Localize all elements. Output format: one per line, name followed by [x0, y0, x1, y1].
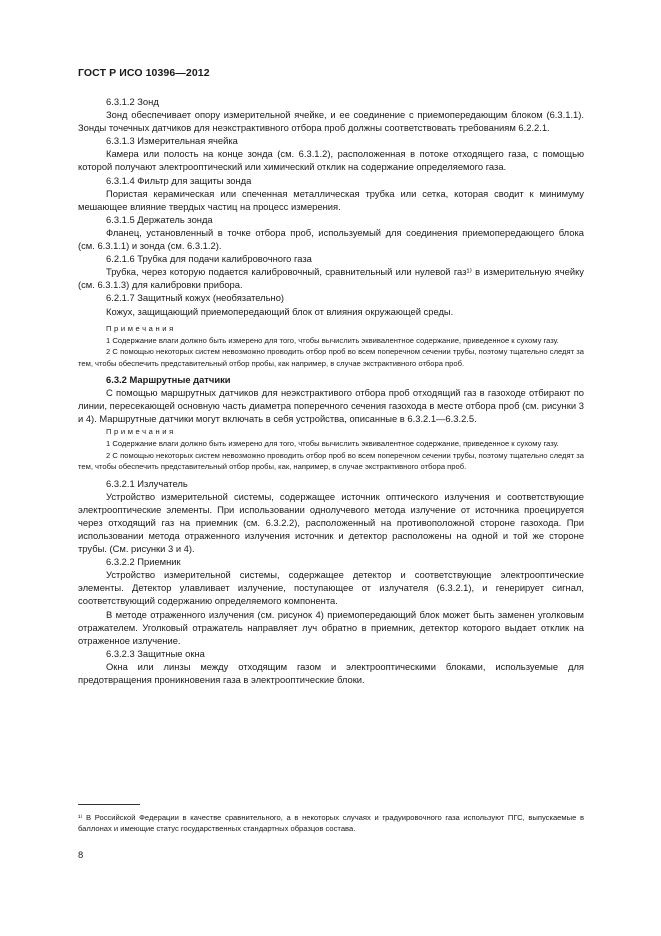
section-heading: 6.3.1.2 Зонд [106, 96, 159, 107]
note-item: 2 С помощью некоторых систем невозможно проводить отбор проб во всем поперечном сечении трубы, поэтому тщательно следят за тем, чтобы обеспечить представительный отбор пробы, как например, в случае экстрактивного отбора проб. [78, 347, 584, 368]
paragraph: Трубка, через которую подается калибровочный, сравнительный или нулевой газ¹⁾ в измерительную ячейку (см. 6.3.1.3) для калибровки прибора. [78, 266, 584, 291]
note-item: 1 Содержание влаги должно быть измерено для того, чтобы вычислить эквивалентное содержание, приведенное к сухому газу. [106, 439, 559, 449]
paragraph: С помощью маршрутных датчиков для неэкстрактивого отбора проб отходящий газ в газоходе отбирают по линии, пересекающей основную часть диаметра поперечного сечения газохода в месте отбора проб (см. рисунки 3 и 4). Маршрутные датчики могут включать в себя устройства, описанные в 6.3.2.1—6.3.2.5. [78, 387, 584, 425]
paragraph: В методе отраженного излучения (см. рисунок 4) приемопередающий блок может быть заменен уголковым отражателем. Уголковый отражатель направляет луч обратно в приемник, детектор которого выдает отклик на отраженное излучение. [78, 608, 584, 646]
paragraph: Кожух, защищающий приемопередающий блок от влияния окружающей среды. [106, 305, 454, 317]
document-body [78, 95, 584, 686]
notes-title: Примечания [106, 427, 176, 437]
notes-title: Примечания [106, 323, 176, 333]
section-heading: 6.3.2.3 Защитные окна [106, 647, 205, 659]
section-heading: 6.3.2 Маршрутные датчики [106, 373, 231, 385]
footnote: ¹⁾ В Российской Федерации в качестве сравнительного, а в некоторых случаях и градуировочного газа используют ПГС, выпускаемые в баллонах и имеющие статус государственных стандартных образцов состава. [78, 813, 584, 834]
paragraph: Фланец, установленный в точке отбора проб, используемый для соединения приемопередающего блока (см. 6.3.1.1) и зонда (см. 6.3.1.2). [78, 226, 584, 252]
section-heading: 6.2.1.6 Трубка для подачи калибровочного газа [106, 253, 312, 265]
paragraph: Зонд обеспечивает опору измерительной ячейке, и ее соединение с приемопередающим блоком (6.3.1.1). Зонды точечных датчиков для неэкстрактивного отбора проб должны соответствовать требованиям 6.2.2.1. [78, 109, 584, 134]
paragraph: Устройство измерительной системы, содержащее источник оптического излучения и соответствующие электрооптические элементы. При использовании однолучевого метода излучение от источника проецируется через отходящий газ на приемник (см. 6.3.2.2), расположенный на противоположной стороне газохода. При использовании метода отраженного излучения источник и детектор расположены на одной и той же стороне трубы. (См. рисунки 3 и 4). [78, 490, 584, 555]
footnote-divider [78, 804, 140, 805]
document-header: ГОСТ Р ИСО 10396—2012 [78, 67, 210, 79]
section-heading: 6.2.1.7 Защитный кожух (необязательно) [106, 292, 285, 304]
paragraph: Пористая керамическая или спеченная металлическая трубка или сетка, которая сводит к минимуму мешающее влияние твердых частиц на процесс измерения. [78, 187, 584, 212]
page-number: 8 [78, 849, 84, 860]
section-heading: 6.3.1.3 Измерительная ячейка [106, 135, 238, 147]
section-heading: 6.3.2.1 Излучатель [106, 477, 188, 489]
paragraph: Окна или линзы между отходящим газом и электрооптическими блоками, используемые для предотвращения проникновения газа в электрооптические блоки. [78, 660, 584, 685]
section-heading: 6.3.1.5 Держатель зонда [106, 213, 213, 225]
paragraph: Камера или полость на конце зонда (см. 6.3.1.2), расположенная в потоке отходящего газа, с помощью которой получают электрооптический или химический отклик на содержание определяемого газа. [78, 148, 584, 173]
note-item: 2 С помощью некоторых систем невозможно проводить отбор проб во всем поперечном сечении трубы, поэтому тщательно следят за тем, чтобы обеспечить представительный отбор пробы, как, например, в случае экстрактивного отбора проб. [78, 450, 584, 472]
paragraph: Устройство измерительной системы, содержащее детектор и соответствующие электрооптические элементы. Детектор улавливает излучение, поступающее от излучателя (6.3.2.1), и генерирует сигнал, соответствующий содержанию определяемого компонента. [78, 569, 584, 607]
note-item: 1 Содержание влаги должно быть измерено для того, чтобы вычислить эквивалентное содержание, приведенное к сухому газу. [106, 335, 559, 345]
section-heading: 6.3.1.4 Фильтр для защиты зонда [106, 174, 252, 186]
section-heading: 6.3.2.2 Приемник [106, 556, 181, 568]
